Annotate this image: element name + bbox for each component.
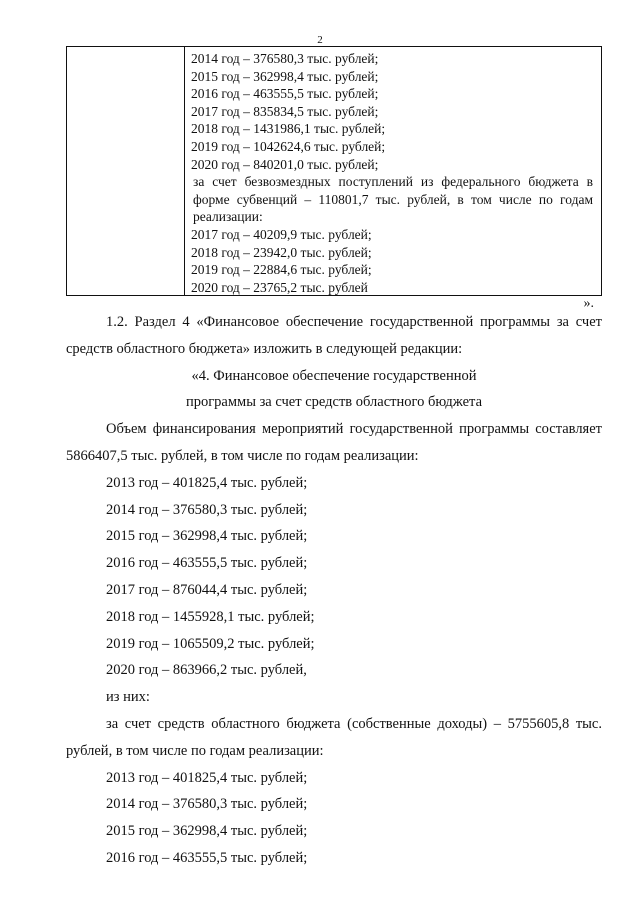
year-total-line: 2013 год – 401825,4 тыс. рублей;	[106, 474, 308, 491]
table-line: 2018 год – 23942,0 тыс. рублей;	[191, 244, 372, 260]
federal-subvention-paragraph: за счет безвозмездных поступлений из федерального бюджета в форме субвенций – 110801,7 тыс. рублей, в том числе по годам реализации:	[193, 174, 593, 225]
year-total-line: 2014 год – 376580,3 тыс. рублей;	[106, 501, 308, 518]
section-heading-line-1: «4. Финансовое обеспечение государственной	[191, 367, 477, 384]
year-total-line: 2016 год – 463555,5 тыс. рублей;	[106, 555, 308, 572]
year-regional-line: 2016 год – 463555,5 тыс. рублей;	[106, 849, 308, 866]
document-body	[66, 309, 602, 872]
year-total-line: 2019 год – 1065509,2 тыс. рублей;	[106, 635, 315, 652]
year-total-line: 2017 год – 876044,4 тыс. рублей;	[106, 581, 308, 598]
table-cell-text	[191, 50, 593, 296]
year-regional-line: 2014 год – 376580,3 тыс. рублей;	[106, 796, 308, 813]
table-line: 2014 год – 376580,3 тыс. рублей;	[191, 51, 379, 66]
table-line: 2020 год – 840201,0 тыс. рублей;	[191, 156, 379, 172]
table-line: 2015 год – 362998,4 тыс. рублей;	[191, 68, 379, 84]
year-total-line: 2020 год – 863966,2 тыс. рублей,	[106, 662, 307, 679]
page-number: 2	[317, 34, 323, 46]
table-line: 2018 год – 1431986,1 тыс. рублей;	[191, 121, 386, 137]
section-paragraph: 1.2. Раздел 4 «Финансовое обеспечение государственной программы за счет средств областного бюджета» изложить в следующей редакции:	[66, 314, 602, 357]
year-total-line: 2018 год – 1455928,1 тыс. рублей;	[106, 608, 315, 625]
year-total-line: 2015 год – 362998,4 тыс. рублей;	[106, 528, 308, 545]
closing-quote: ».	[583, 296, 594, 311]
regional-budget-paragraph: за счет средств областного бюджета (собственные доходы) – 5755605,8 тыс. рублей, в том числе по годам реализации:	[66, 715, 602, 759]
table-line: 2020 год – 23765,2 тыс. рублей	[191, 279, 368, 295]
year-regional-line: 2015 год – 362998,4 тыс. рублей;	[106, 823, 308, 840]
table-line: 2016 год – 463555,5 тыс. рублей;	[191, 86, 379, 102]
year-regional-line: 2013 год – 401825,4 тыс. рублей;	[106, 769, 308, 786]
from-them-label: из них:	[106, 689, 150, 706]
table-line: 2017 год – 40209,9 тыс. рублей;	[191, 226, 372, 242]
table-line: 2017 год – 835834,5 тыс. рублей;	[191, 103, 379, 119]
table-column-divider	[184, 47, 185, 295]
table-line: 2019 год – 22884,6 тыс. рублей;	[191, 262, 372, 278]
table-line: 2019 год – 1042624,6 тыс. рублей;	[191, 138, 386, 154]
continuation-table	[66, 46, 602, 296]
section-heading-line-2: программы за счет средств областного бюджета	[185, 394, 483, 411]
funding-volume-paragraph: Объем финансирования мероприятий государственной программы составляет 5866407,5 тыс. рублей, в том числе по годам реализации:	[66, 421, 602, 464]
